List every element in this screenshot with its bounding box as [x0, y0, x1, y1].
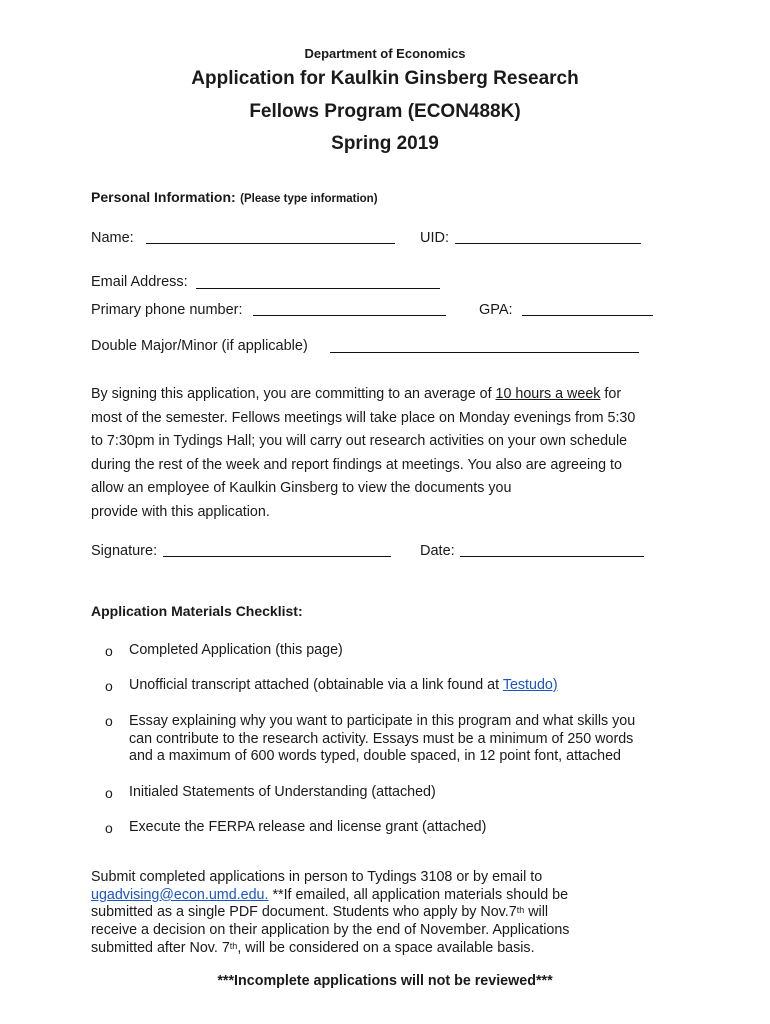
superscript-th: th: [516, 905, 525, 916]
signature-field[interactable]: [163, 556, 391, 557]
testudo-link[interactable]: Testudo): [502, 677, 558, 693]
checklist-bullet: o: [105, 643, 113, 659]
commitment-paragraph: [91, 383, 691, 524]
advising-email-link[interactable]: ugadvising@econ.umd.edu.: [91, 886, 269, 903]
phone-label: Primary phone number:: [91, 302, 243, 318]
date-label: Date:: [420, 543, 455, 559]
submission-text: will: [524, 904, 549, 921]
incomplete-warning: ***Incomplete applications will not be reviewed***: [217, 973, 553, 989]
checklist-item-text: can contribute to the research activity. Essays must be a minimum of 250 words: [129, 730, 634, 747]
checklist-item-text: Initialed Statements of Understanding (attached): [129, 784, 436, 800]
personal-info-title: Personal Information:: [91, 189, 236, 205]
submission-text: Submit completed applications in person to Tydings 3108 or by email to: [91, 869, 543, 885]
uid-label: UID:: [420, 230, 449, 246]
commitment-text: during the rest of the week and report findings at meetings. You also are agreeing to: [91, 456, 622, 473]
checklist-item: [129, 642, 343, 660]
email-field[interactable]: [196, 288, 440, 289]
checklist-bullet: o: [105, 678, 113, 694]
date-field[interactable]: [460, 556, 644, 557]
title-line-1: Application for Kaulkin Ginsberg Research: [191, 68, 579, 89]
commitment-text: By signing this application, you are committing to an average of: [91, 386, 496, 402]
title-line-3: Spring 2019: [331, 133, 439, 154]
hours-per-week: 10 hours a week: [495, 386, 601, 402]
major-label: Double Major/Minor (if applicable): [91, 338, 308, 354]
signature-label: Signature:: [91, 543, 158, 559]
checklist-item-text: Completed Application (this page): [129, 642, 343, 658]
department-heading: Department of Economics: [304, 46, 466, 61]
name-label: Name:: [91, 230, 134, 246]
gpa-label: GPA:: [479, 302, 513, 318]
checklist-item: [129, 677, 558, 695]
checklist-item-text: Execute the FERPA release and license grant (attached): [129, 819, 487, 835]
personal-info-heading: [91, 189, 378, 207]
commitment-text: to 7:30pm in Tydings Hall; you will carry out research activities on your own schedule: [91, 433, 628, 449]
submission-text: receive a decision on their application by the end of November. Applications: [91, 922, 570, 939]
submission-text: submitted after Nov. 7: [91, 939, 230, 956]
checklist-bullet: o: [105, 713, 113, 729]
checklist-bullet: o: [105, 820, 113, 836]
submission-text: , will be considered on a space available basis.: [237, 939, 535, 956]
checklist-item-text: Essay explaining why you want to participate in this program and what skills you: [129, 713, 636, 729]
commitment-text: provide with this application.: [91, 503, 270, 520]
checklist-item: [129, 784, 436, 802]
uid-field[interactable]: [455, 243, 641, 244]
checklist-item: [129, 713, 635, 766]
personal-info-hint: (Please type information): [240, 193, 378, 205]
submission-text: submitted as a single PDF document. Students who apply by Nov.7: [91, 904, 517, 921]
submission-text: **If emailed, all application materials should be: [268, 886, 569, 903]
checklist-item-text: and a maximum of 600 words typed, double spaced, in 12 point font, attached: [129, 748, 621, 764]
checklist-item: [129, 819, 486, 837]
name-field[interactable]: [146, 243, 395, 244]
superscript-th: th: [229, 940, 238, 951]
checklist-bullet: o: [105, 785, 113, 801]
submission-instructions: [91, 869, 569, 958]
gpa-field[interactable]: [522, 315, 653, 316]
phone-field[interactable]: [253, 315, 446, 316]
checklist-item-text: Unofficial transcript attached (obtainable via a link found at: [129, 677, 503, 693]
checklist-heading: Application Materials Checklist:: [91, 603, 303, 619]
commitment-text: allow an employee of Kaulkin Ginsberg to view the documents you: [91, 480, 512, 496]
commitment-text: most of the semester. Fellows meetings will take place on Monday evenings from 5:30: [91, 409, 636, 426]
email-label: Email Address:: [91, 274, 188, 290]
title-line-2: Fellows Program (ECON488K): [249, 101, 521, 122]
commitment-text: for: [600, 386, 622, 402]
major-field[interactable]: [330, 352, 639, 353]
